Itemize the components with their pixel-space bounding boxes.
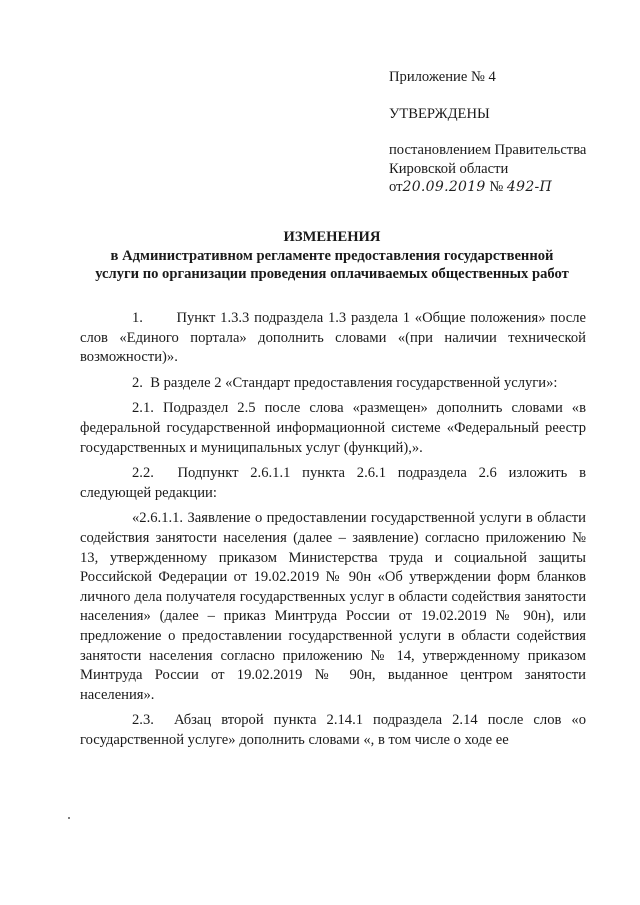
paragraph-2-6-1-1: «2.6.1.1. Заявление о предоставлении государственной услуги в области содействия занятости населения (далее – заявление) согласно приложению № 13, утвержденному приказом Министерства труда и социальной защиты Российской Федерации от 19.02.2019 № 90н «Об утверждении форм бланков личного дела получателя государственных услуг в области содействия занятости населения» (далее – приказ Минтруда России от 19.02.2019 № 90н), или предложение о предоставлении государственной услуги в области содействия занятости населения согласно приложению № 14, утвержденному приказом Минтруда России от 19.02.2019 № 90н, выданное центром занятости населения». — [80, 510, 586, 703]
paragraph-2-3: 2.3. Абзац второй пункта 2.14.1 подраздела 2.14 после слов «о государственной услуге» дополнить словами «, в том числе о ходе ее — [80, 712, 586, 748]
resolution-date-number — [389, 178, 619, 197]
document-body — [80, 309, 586, 756]
from-label: от — [389, 179, 403, 195]
scan-speck — [68, 817, 70, 819]
paragraph-2: 2. В разделе 2 «Стандарт предоставления государственной услуги»: — [132, 374, 558, 391]
document-title — [80, 228, 584, 284]
paragraph-2-1: 2.1. Подраздел 2.5 после слова «размещен» дополнить словами «в федеральной государственной информационной системе «Федеральный реестр государственных и муниципальных услуг (функций),». — [80, 400, 586, 456]
resolution-line-2: Кировской области — [389, 160, 509, 177]
title-line-2: услуги по организации проведения оплачиваемых общественных работ — [95, 266, 569, 282]
title-heading: ИЗМЕНЕНИЯ — [283, 229, 381, 245]
resolution-line-1: постановлением Правительства — [389, 142, 587, 158]
title-line-1: в Административном регламенте предоставления государственной — [110, 247, 554, 264]
paragraph-2-2: 2.2. Подпункт 2.6.1.1 пункта 2.6.1 подраздела 2.6 изложить в следующей редакции: — [80, 465, 586, 501]
handwritten-date: 20.09.2019 — [402, 179, 486, 195]
approved-label: УТВЕРЖДЕНЫ — [389, 105, 490, 122]
number-label: № — [489, 179, 504, 195]
paragraph-1: 1. Пункт 1.3.3 подраздела 1.3 раздела 1 «Общие положения» после слов «Единого портала» дополнить словами «(при наличии технической возможности)». — [80, 310, 586, 366]
appendix-number: Приложение № 4 — [389, 69, 496, 85]
approval-stamp-block — [389, 68, 619, 197]
handwritten-number: 492-П — [506, 179, 553, 195]
